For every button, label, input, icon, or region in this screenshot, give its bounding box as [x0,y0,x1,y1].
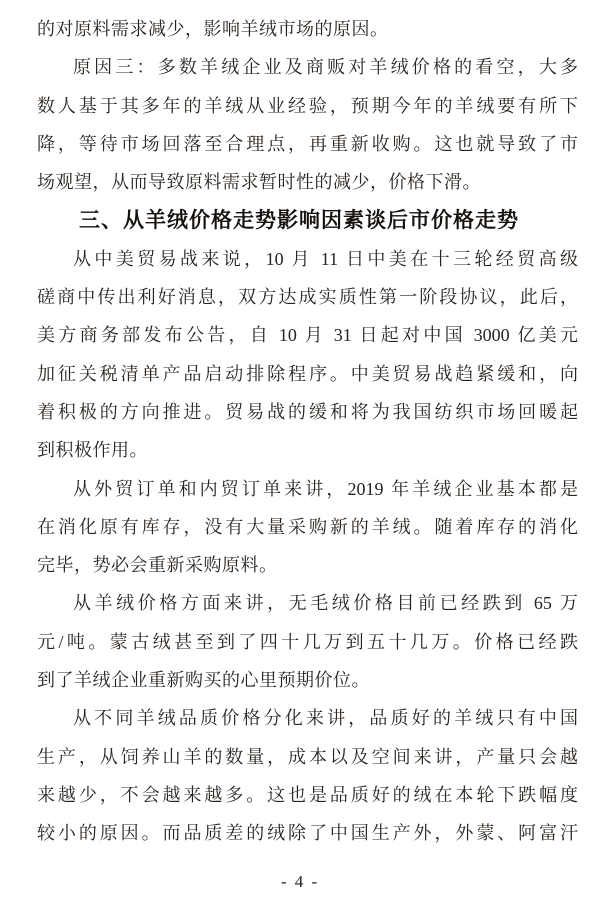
text-line: 从羊绒价格方面来讲，无毛绒价格目前已经跌到 65 万 [73,593,578,614]
text-line: 到了羊绒企业重新购买的心里预期价位。 [37,670,370,691]
paragraph-reason-three [37,48,578,201]
text-line: 从中美贸易战来说，10 月 11 日中美在十三轮经贸高级 [73,248,578,269]
text-line: 来越少，不会越来越多。这也是品质好的绒在本轮下跌幅度 [37,784,578,805]
text-line: 元/吨。蒙古绒甚至到了四十几万到五十几万。价格已经跌 [37,631,578,652]
paragraph-trade-orders [37,470,578,585]
text-line: 在消化原有库存，没有大量采购新的羊绒。随着库存的消化 [37,516,578,537]
text-line: 到积极作用。 [37,440,148,461]
text-line: 降，等待市场回落至合理点，再重新收购。这也就导致了市 [37,133,578,154]
text-line: 较小的原因。而品质差的绒除了中国生产外，外蒙、阿富汗 [37,823,578,844]
text-line: 从不同羊绒品质价格分化来讲，品质好的羊绒只有中国 [73,708,578,729]
page-footer [0,872,600,892]
text-line: 磋商中传出利好消息，双方达成实质性第一阶段协议，此后， [37,287,578,308]
paragraph-china-us-trade-war [37,240,578,470]
text-line: 完毕，势必会重新采购原料。 [37,555,278,576]
paragraph-quality-differentiation [37,699,578,852]
text-line: 场观望，从而导致原料需求暂时性的减少，价格下滑。 [37,172,481,193]
paragraph-continued-from-previous-page [37,10,578,48]
text-line: 着积极的方向推进。贸易战的缓和将为我国纺织市场回暖起 [37,401,578,422]
text-line: 数人基于其多年的羊绒从业经验，预期今年的羊绒要有所下 [37,95,578,116]
section-heading-three [37,201,578,239]
text-line: 的对原料需求减少，影响羊绒市场的原因。 [37,19,389,39]
text-line: 生产，从饲养山羊的数量，成本以及空间来讲，产量只会越 [37,746,578,767]
text-line: 原因三：多数羊绒企业及商贩对羊绒价格的看空，大多 [73,57,578,78]
text-line: 美方商务部发布公告，自 10 月 31 日起对中国 3000 亿美元 [37,325,578,346]
page-number: - 4 - [280,872,320,891]
text-line: 加征关税清单产品启动排除程序。中美贸易战趋紧缓和，向 [37,363,578,384]
text-line: 从外贸订单和内贸订单来讲，2019 年羊绒企业基本都是 [73,478,578,499]
paragraph-cashmere-price [37,584,578,699]
heading-line: 三、从羊绒价格走势影响因素谈后市价格走势 [79,208,519,233]
